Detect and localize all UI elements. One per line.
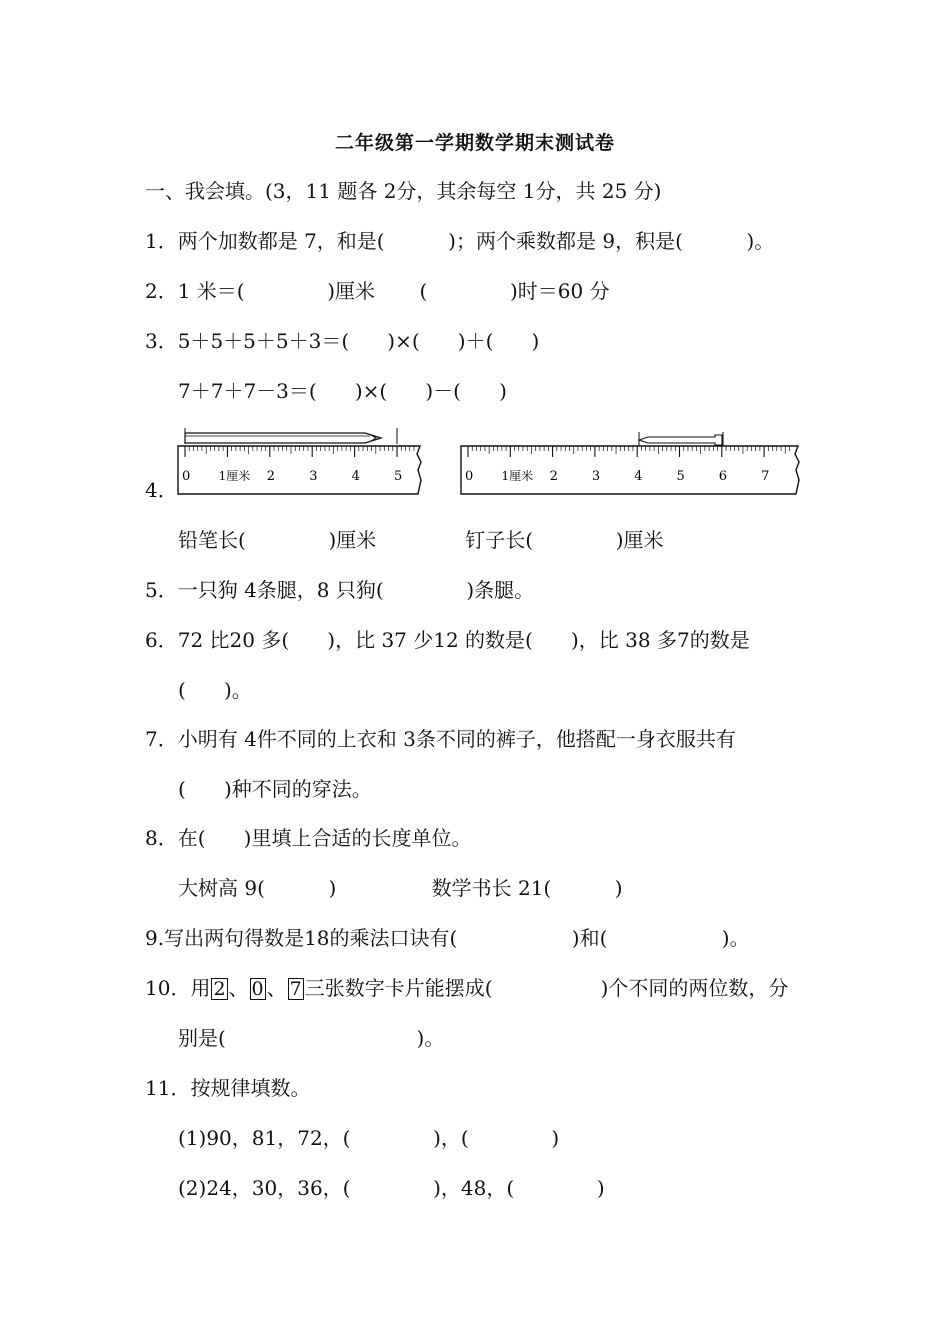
section-heading: 一、我会填。(3，11 题各 2分，其余每空 1分，共 25 分) [145, 179, 662, 203]
digit-card: 2 [213, 978, 226, 1000]
ruler-label: 0 [182, 469, 191, 484]
ruler-label: 3 [591, 469, 601, 484]
nail-icon [639, 432, 723, 446]
question-8-line-2: 大树高 9( ) 数学书长 21( ) [178, 876, 623, 900]
ruler-label: 2 [266, 469, 276, 484]
question-11: 11．按规律填数。 [145, 1076, 311, 1100]
page-title: 二年级第一学期数学期末测试卷 [334, 132, 615, 154]
question-9: 9.写出两句得数是18的乘法口诀有( )和( )。 [145, 926, 750, 950]
question-11-part-2: (2)24，30，36，( )，48，( ) [178, 1176, 605, 1200]
question-10-line-2: 别是( )。 [178, 1026, 445, 1050]
question-7-line-1: 7．小明有 4件不同的上衣和 3条不同的裤子，他搭配一身衣服共有 [145, 727, 736, 751]
ruler-label: 1厘米 [218, 469, 251, 483]
ruler-label: 4 [634, 469, 643, 484]
ruler-label: 3 [309, 469, 318, 484]
ruler-label: 2 [549, 469, 558, 484]
ruler-label: 0 [465, 469, 474, 484]
question-6-line-1: 6．72 比20 多( )，比 37 少12 的数是( )，比 38 多7的数是 [145, 628, 750, 652]
ruler-label: 1厘米 [501, 469, 534, 483]
question-1: 1．两个加数都是 7，和是( )；两个乘数都是 9，积是( )。 [145, 229, 775, 253]
question-10-line-1: 10．用 2 、 0 、 7 三张数字卡片能摆成( )个不同的两位数，分 [145, 976, 789, 1000]
question-4-answers: 铅笔长( )厘米 钉子长( )厘米 [178, 528, 664, 552]
ruler-label: 7 [761, 469, 770, 484]
question-8-line-1: 8．在( )里填上合适的长度单位。 [145, 826, 472, 850]
digit-card: 0 [251, 978, 264, 1000]
question-6-line-2: ( )。 [178, 678, 252, 702]
question-11-part-1: (1)90，81，72，( )，( ) [178, 1126, 560, 1150]
ruler-label: 6 [718, 469, 728, 484]
ruler-label: 4 [351, 469, 360, 484]
question-3-line-2: 7＋7＋7－3＝( )×( )－( ) [178, 379, 507, 403]
ruler-pencil-figure [175, 424, 430, 496]
question-5: 5．一只狗 4条腿，8 只狗( )条腿。 [145, 578, 535, 602]
question-2: 2．1 米＝( )厘米 ( )时＝60 分 [145, 279, 610, 303]
question-10-prefix: 10．用 [145, 976, 211, 1000]
ruler-nail-figure [458, 424, 808, 496]
pencil-icon [185, 428, 397, 444]
ruler-label: 5 [394, 469, 403, 484]
question-7-line-2: ( )种不同的穿法。 [178, 777, 372, 801]
question-4-number: 4． [145, 478, 178, 502]
digit-card: 7 [289, 978, 302, 1000]
question-3-line-1: 3．5＋5＋5＋5＋3＝( )×( )＋( ) [145, 329, 540, 353]
ruler-label: 5 [676, 469, 685, 484]
question-10-suffix: 三张数字卡片能摆成( )个不同的两位数，分 [304, 976, 789, 1000]
